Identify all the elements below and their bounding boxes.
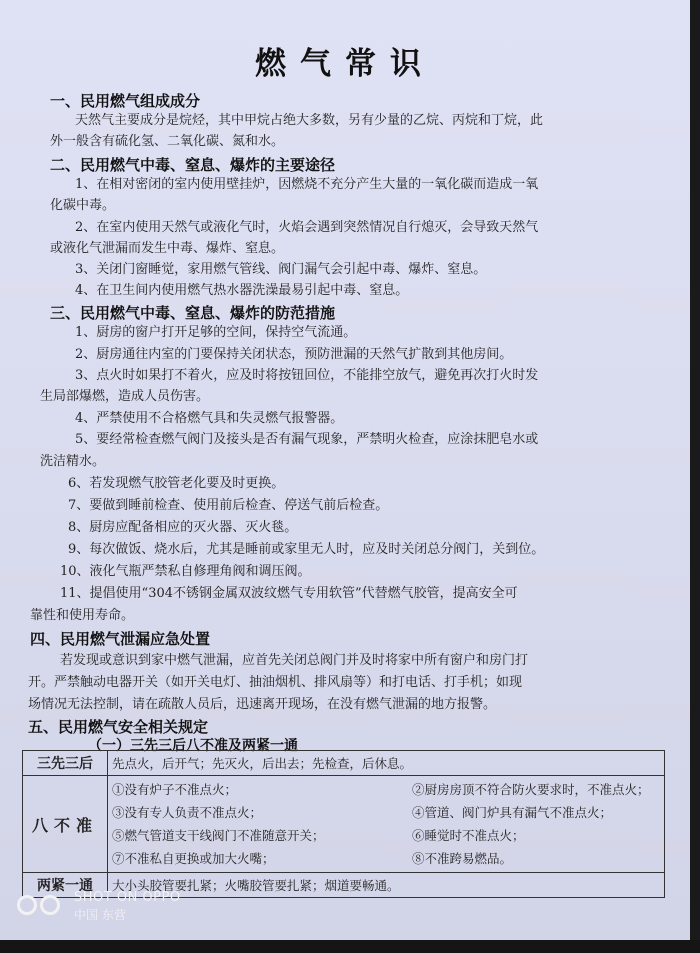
rules-table [22, 750, 665, 898]
page-title: 燃气常识 [255, 46, 435, 82]
s3-line: 10、液化气瓶严禁私自修理角阀和调压阀。 [60, 564, 311, 579]
row-text-sanxian: 先点火，后开气；先灭火，后出去；先检查，后休息。 [108, 751, 665, 776]
watermark-line2: 中国 东营 [74, 908, 126, 922]
section-3-heading: 三、民用燃气中毒、窒息、爆炸的防范措施 [50, 304, 336, 322]
rule-item: ③没有专人负责不准点火； [112, 805, 263, 820]
s4-line: 开。严禁触动电器开关（如开关电灯、抽油烟机、排风扇等）和打电话、打手机；如现 [28, 675, 523, 690]
rule-item: ②厨房房顶不符合防火要求时，不准点火； [412, 782, 650, 797]
section-1-heading: 一、民用燃气组成成分 [50, 92, 201, 110]
s3-line: 6、若发现燃气胶管老化要及时更换。 [68, 476, 285, 491]
table-row [23, 776, 665, 873]
s4-line: 若发现或意识到家中燃气泄漏，应首先关闭总阀门并及时将家中所有窗户和房门打 [60, 653, 529, 668]
watermark-line1: SHOT ON OPPO [74, 890, 181, 905]
s3-line: 8、厨房应配备相应的灭火器、灭火毯。 [68, 520, 298, 535]
s2-line: 2、在室内使用天然气或液化气时，火焰会遇到突然情况自行熄灭，会导致天然气 [75, 220, 539, 235]
rule-item: ⑦不准私自更换或加大火嘴； [112, 851, 275, 866]
s3-line: 1、厨房的窗户打开足够的空间，保持空气流通。 [75, 325, 357, 340]
s1-line: 天然气主要成分是烷烃，其中甲烷占绝大多数，另有少量的乙烷、丙烷和丁烷，此 [75, 113, 544, 128]
s3-line: 4、严禁使用不合格燃气具和失灵燃气报警器。 [75, 411, 344, 426]
s2-line: 4、在卫生间内使用燃气热水器洗澡最易引起中毒、窒息。 [75, 283, 409, 298]
s3-line: 2、厨房通往内室的门要保持关闭状态，预防泄漏的天然气扩散到其他房间。 [75, 347, 513, 362]
rule-item: ①没有炉子不准点火； [112, 782, 238, 797]
section-2-heading: 二、民用燃气中毒、窒息、爆炸的主要途径 [50, 156, 336, 174]
s3-line: 5、要经常检查燃气阀门及接头是否有漏气现象，严禁明火检查，应涂抹肥皂水或 [75, 432, 539, 447]
section-5-heading: 五、民用燃气安全相关规定 [28, 718, 209, 736]
s2-line: 或液化气泄漏而发生中毒、爆炸、窒息。 [50, 241, 285, 256]
s1-line: 外一般含有硫化氢、二氧化碳、氮和水。 [50, 134, 285, 149]
s4-line: 场情况无法控制，请在疏散人员后，迅速离开现场，在没有燃气泄漏的地方报警。 [28, 697, 497, 712]
s2-line: 1、在相对密闭的室内使用壁挂炉，因燃烧不充分产生大量的一氧化碳而造成一氧 [75, 177, 539, 192]
s3-line: 7、要做到睡前检查、使用前后检查、停送气前后检查。 [68, 498, 389, 513]
section-4-heading: 四、民用燃气泄漏应急处置 [30, 630, 211, 648]
section-5-subheading: （一）三先三后八不准及两紧一通 [88, 738, 298, 754]
row-label-liangjin: 两紧一通 [23, 873, 108, 898]
oppo-logo-icon [14, 894, 64, 916]
s3-line: 靠性和使用寿命。 [30, 608, 135, 623]
rule-item: ④管道、阀门炉具有漏气不准点火； [412, 805, 613, 820]
s3-line: 生局部爆燃，造成人员伤害。 [40, 389, 210, 404]
s3-line: 11、提倡使用“304不锈钢金属双波纹燃气专用软管”代替燃气胶管，提高安全可 [60, 586, 518, 601]
row-text-liangjin: 大小头胶管要扎紧；火嘴胶管要扎紧；烟道要畅通。 [108, 873, 665, 898]
s3-line: 3、点火时如果打不着火，应及时将按钮回位，不能排空放气，避免再次打火时发 [75, 368, 539, 383]
table-row [23, 751, 665, 776]
row-items-babuzhun [108, 776, 665, 873]
s2-line: 化碳中毒。 [50, 198, 116, 213]
row-label-sanxian: 三先三后 [23, 751, 108, 776]
s3-line: 洗洁精水。 [40, 454, 106, 469]
rule-item: ⑥睡觉时不准点火； [412, 828, 525, 843]
s3-line: 9、每次做饭、烧水后，尤其是睡前或家里无人时，应及时关闭总分阀门，关到位。 [68, 542, 545, 557]
rule-item: ⑤燃气管道支干线阀门不准随意开关； [112, 828, 325, 843]
rule-item: ⑧不准跨易燃品。 [412, 851, 513, 866]
s2-line: 3、关闭门窗睡觉，家用燃气管线、阀门漏气会引起中毒、爆炸、窒息。 [75, 262, 487, 277]
photo-bottom-edge [0, 940, 700, 953]
row-label-babuzhun: 八不准 [23, 776, 108, 873]
